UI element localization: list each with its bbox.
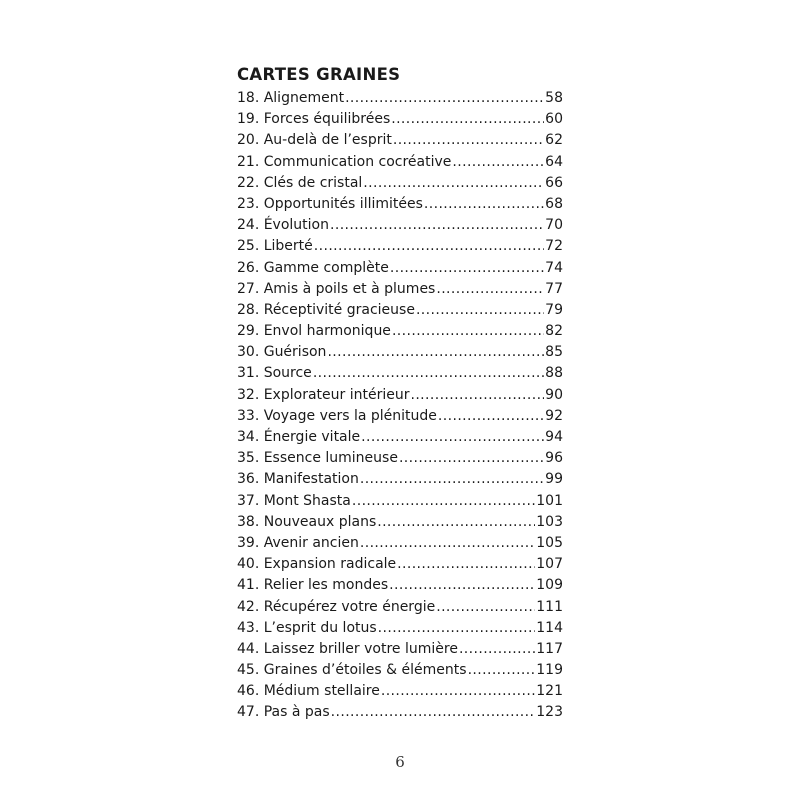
toc-entry-title: 44. Laissez briller votre lumière bbox=[237, 640, 458, 657]
toc-entry bbox=[237, 702, 563, 723]
toc-entry-page: 64 bbox=[545, 153, 563, 170]
dot-leader bbox=[378, 618, 536, 639]
toc-entry bbox=[237, 597, 563, 618]
toc-entry-page: 72 bbox=[545, 238, 563, 255]
toc-entry-page: 79 bbox=[545, 301, 563, 318]
toc-entry bbox=[237, 300, 563, 321]
dot-leader bbox=[452, 152, 544, 173]
toc-entry-title: 38. Nouveaux plans bbox=[237, 513, 377, 530]
dot-leader bbox=[361, 427, 544, 448]
toc-entry-page: 88 bbox=[545, 365, 563, 382]
toc-entry-page: 117 bbox=[536, 640, 563, 657]
toc-entry bbox=[237, 173, 563, 194]
toc-entry-page: 92 bbox=[545, 407, 563, 424]
toc-entry-title: 23. Opportunités illimitées bbox=[237, 195, 423, 212]
toc-entry bbox=[237, 385, 563, 406]
toc-entry bbox=[237, 491, 563, 512]
dot-leader bbox=[389, 575, 535, 596]
toc-entry bbox=[237, 469, 563, 490]
toc-entry-title: 22. Clés de cristal bbox=[237, 174, 363, 191]
toc-entry-page: 94 bbox=[545, 429, 563, 445]
dot-leader bbox=[424, 194, 544, 215]
dot-leader bbox=[345, 88, 544, 109]
toc-entry bbox=[237, 342, 563, 363]
dot-leader bbox=[399, 448, 544, 469]
toc-entry-page: 70 bbox=[545, 217, 563, 234]
toc-entry-page: 74 bbox=[545, 259, 563, 276]
toc-entry-title: 31. Source bbox=[237, 365, 312, 382]
dot-leader bbox=[390, 258, 544, 279]
toc-entry-page: 107 bbox=[536, 556, 563, 573]
dot-leader bbox=[436, 279, 544, 300]
toc-entry-page: 119 bbox=[536, 662, 563, 679]
toc-entry-page: 123 bbox=[536, 704, 563, 721]
dot-leader bbox=[314, 236, 544, 257]
toc-entry bbox=[237, 427, 563, 448]
toc-entry-page: 82 bbox=[545, 323, 563, 340]
dot-leader bbox=[377, 512, 535, 533]
dot-leader bbox=[410, 385, 544, 406]
dot-leader bbox=[391, 109, 544, 130]
toc-entry-title: 27. Amis à poils et à plumes bbox=[237, 280, 436, 297]
dot-leader bbox=[327, 342, 544, 363]
toc-entry-page: 109 bbox=[536, 577, 563, 594]
toc-entry bbox=[237, 575, 563, 596]
toc-entry-page: 114 bbox=[536, 619, 563, 636]
dot-leader bbox=[360, 533, 535, 554]
dot-leader bbox=[438, 406, 544, 427]
toc-entry bbox=[237, 152, 563, 173]
toc-entry-page: 103 bbox=[536, 513, 563, 530]
dot-leader bbox=[363, 173, 544, 194]
toc-entry-page: 121 bbox=[536, 683, 563, 700]
toc-entry bbox=[237, 533, 563, 554]
table-of-contents bbox=[237, 88, 563, 724]
dot-leader bbox=[313, 363, 544, 384]
toc-entry-page: 90 bbox=[545, 386, 563, 403]
dot-leader bbox=[393, 130, 544, 151]
toc-entry bbox=[237, 681, 563, 702]
dot-leader bbox=[381, 681, 535, 702]
dot-leader bbox=[459, 639, 535, 660]
dot-leader bbox=[416, 300, 544, 321]
dot-leader bbox=[392, 321, 544, 342]
toc-entry bbox=[237, 236, 563, 257]
toc-entry bbox=[237, 406, 563, 427]
toc-entry-title: 47. Pas à pas bbox=[237, 704, 330, 721]
toc-entry bbox=[237, 88, 563, 109]
toc-entry bbox=[237, 258, 563, 279]
toc-entry-page: 60 bbox=[545, 111, 563, 128]
toc-entry-title: 32. Explorateur intérieur bbox=[237, 386, 410, 403]
toc-entry-title: 35. Essence lumineuse bbox=[237, 450, 398, 467]
toc-entry bbox=[237, 639, 563, 660]
toc-entry bbox=[237, 554, 563, 575]
dot-leader bbox=[397, 554, 535, 575]
toc-entry bbox=[237, 279, 563, 300]
toc-entry-title: 41. Relier les mondes bbox=[237, 577, 389, 594]
toc-entry-title: 30. Guérison bbox=[237, 344, 327, 361]
dot-leader bbox=[352, 491, 535, 512]
toc-entry bbox=[237, 215, 563, 236]
toc-entry bbox=[237, 448, 563, 469]
toc-entry-title: 25. Liberté bbox=[237, 238, 313, 255]
toc-entry-page: 99 bbox=[545, 471, 563, 488]
toc-entry-title: 18. Alignement bbox=[237, 90, 345, 106]
toc-entry-page: 68 bbox=[545, 195, 563, 212]
section-title: CARTES GRAINES bbox=[237, 65, 401, 84]
toc-entry-title: 20. Au-delà de l’esprit bbox=[237, 132, 392, 149]
toc-entry bbox=[237, 194, 563, 215]
toc-entry bbox=[237, 109, 563, 130]
toc-entry-title: 19. Forces équilibrées bbox=[237, 111, 391, 128]
toc-entry-title: 46. Médium stellaire bbox=[237, 683, 380, 700]
toc-entry bbox=[237, 660, 563, 681]
dot-leader bbox=[360, 469, 544, 490]
page-number: 6 bbox=[395, 753, 405, 771]
toc-entry bbox=[237, 512, 563, 533]
toc-entry bbox=[237, 130, 563, 151]
dot-leader bbox=[468, 660, 536, 681]
toc-entry-title: 45. Graines d’étoiles & éléments bbox=[237, 662, 467, 679]
toc-entry-title: 43. L’esprit du lotus bbox=[237, 619, 377, 636]
toc-entry-page: 77 bbox=[545, 280, 563, 297]
dot-leader bbox=[331, 702, 536, 723]
toc-entry-title: 26. Gamme complète bbox=[237, 259, 389, 276]
toc-entry-page: 85 bbox=[545, 344, 563, 361]
toc-entry-title: 24. Évolution bbox=[237, 217, 329, 234]
toc-entry-page: 101 bbox=[536, 492, 563, 509]
toc-entry-title: 33. Voyage vers la plénitude bbox=[237, 407, 437, 424]
toc-entry-page: 96 bbox=[545, 450, 563, 467]
dot-leader bbox=[330, 215, 544, 236]
toc-entry-page: 111 bbox=[536, 598, 563, 615]
toc-entry-title: 21. Communication cocréative bbox=[237, 153, 452, 170]
toc-entry-title: 34. Énergie vitale bbox=[237, 429, 361, 445]
toc-entry-title: 39. Avenir ancien bbox=[237, 534, 359, 551]
toc-entry-page: 66 bbox=[545, 174, 563, 191]
toc-entry-page: 105 bbox=[536, 534, 563, 551]
toc-entry-title: 36. Manifestation bbox=[237, 471, 359, 488]
toc-entry-page: 62 bbox=[545, 132, 563, 149]
toc-entry bbox=[237, 363, 563, 384]
toc-entry bbox=[237, 618, 563, 639]
toc-entry bbox=[237, 321, 563, 342]
toc-entry-title: 40. Expansion radicale bbox=[237, 556, 397, 573]
toc-entry-title: 28. Réceptivité gracieuse bbox=[237, 301, 415, 318]
toc-entry-page: 58 bbox=[545, 90, 563, 106]
toc-entry-title: 37. Mont Shasta bbox=[237, 492, 351, 509]
dot-leader bbox=[436, 597, 535, 618]
toc-entry-title: 29. Envol harmonique bbox=[237, 323, 391, 340]
toc-entry-title: 42. Récupérez votre énergie bbox=[237, 598, 436, 615]
